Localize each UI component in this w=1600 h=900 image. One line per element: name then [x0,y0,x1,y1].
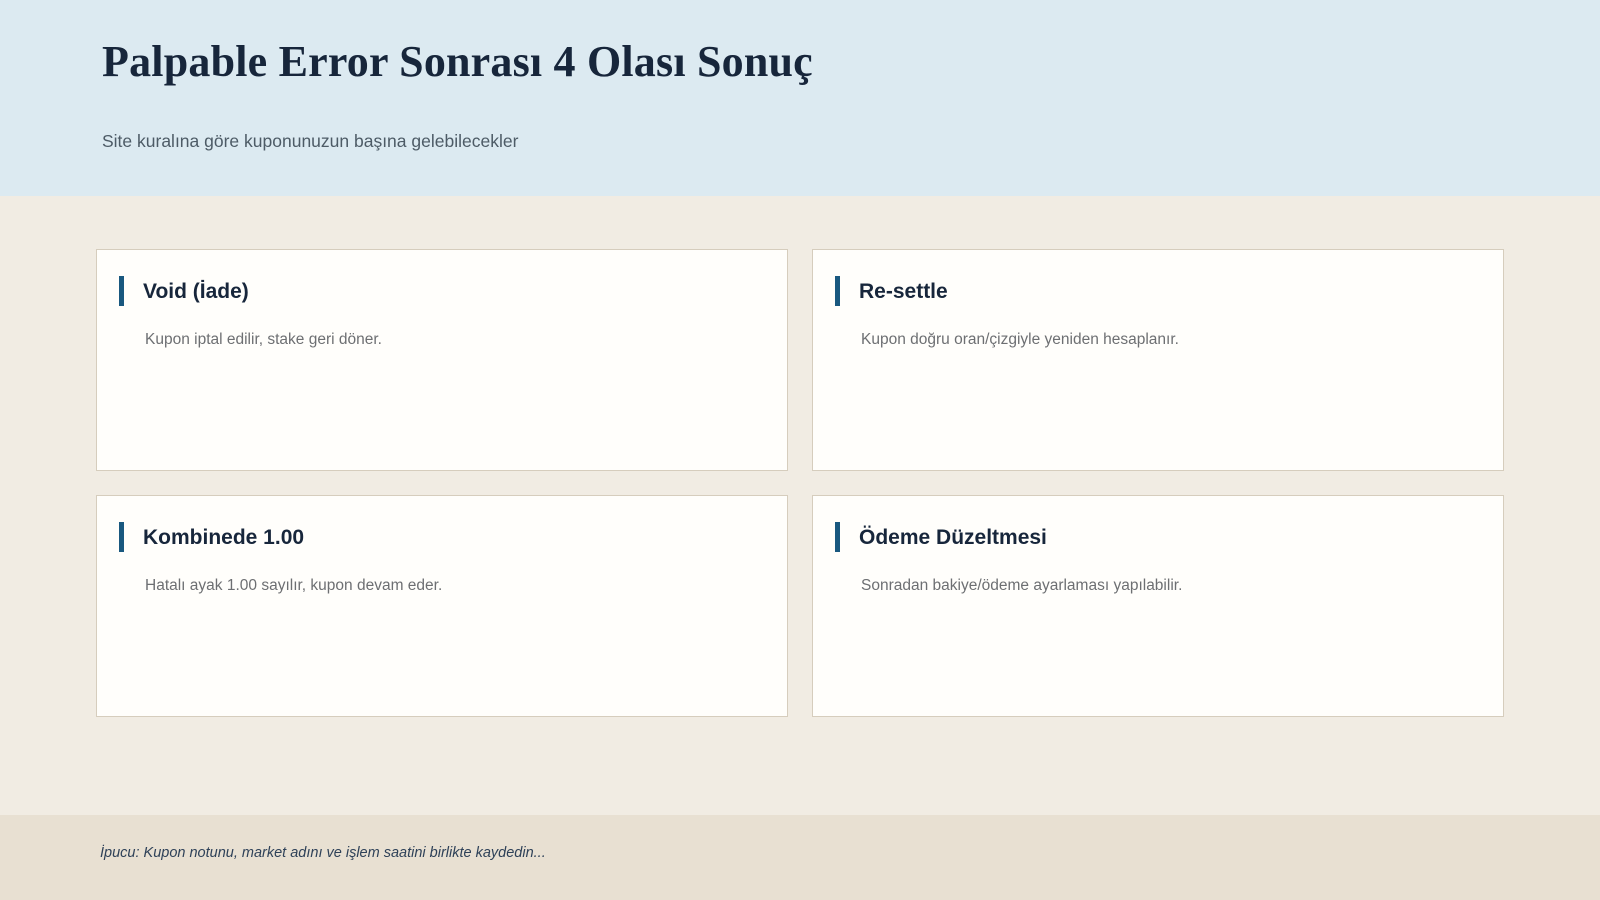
card-header [835,522,1477,552]
outcome-card-resettle [812,249,1504,471]
header-band [0,0,1600,196]
footer-band [0,815,1600,900]
card-title: Ödeme Düzeltmesi [859,525,1047,549]
card-header [835,276,1477,306]
accent-bar-icon [835,522,840,552]
card-header [119,276,761,306]
card-description: Hatalı ayak 1.00 sayılır, kupon devam eder. [145,577,443,594]
main-content [0,196,1600,815]
page-subtitle: Site kuralına göre kuponunuzun başına gelebilecekler [102,130,519,151]
outcome-card-odeme-duzeltmesi [812,495,1504,717]
card-description: Kupon doğru oran/çizgiyle yeniden hesaplanır. [861,331,1179,348]
accent-bar-icon [119,522,124,552]
outcome-card-kombinede-100 [96,495,788,717]
card-header [119,522,761,552]
page-title: Palpable Error Sonrası 4 Olası Sonuç [102,37,813,86]
card-title: Kombinede 1.00 [143,525,305,549]
accent-bar-icon [835,276,840,306]
card-title: Re-settle [859,279,948,303]
footer-tip-text: İpucu: Kupon notunu, market adını ve işlem saatini birlikte kaydedin... [100,845,546,861]
outcome-card-grid [96,249,1504,717]
card-description: Sonradan bakiye/ödeme ayarlaması yapılabilir. [861,577,1183,594]
card-title: Void (İade) [143,279,249,303]
accent-bar-icon [119,276,124,306]
outcome-card-void [96,249,788,471]
card-description: Kupon iptal edilir, stake geri döner. [145,331,382,348]
